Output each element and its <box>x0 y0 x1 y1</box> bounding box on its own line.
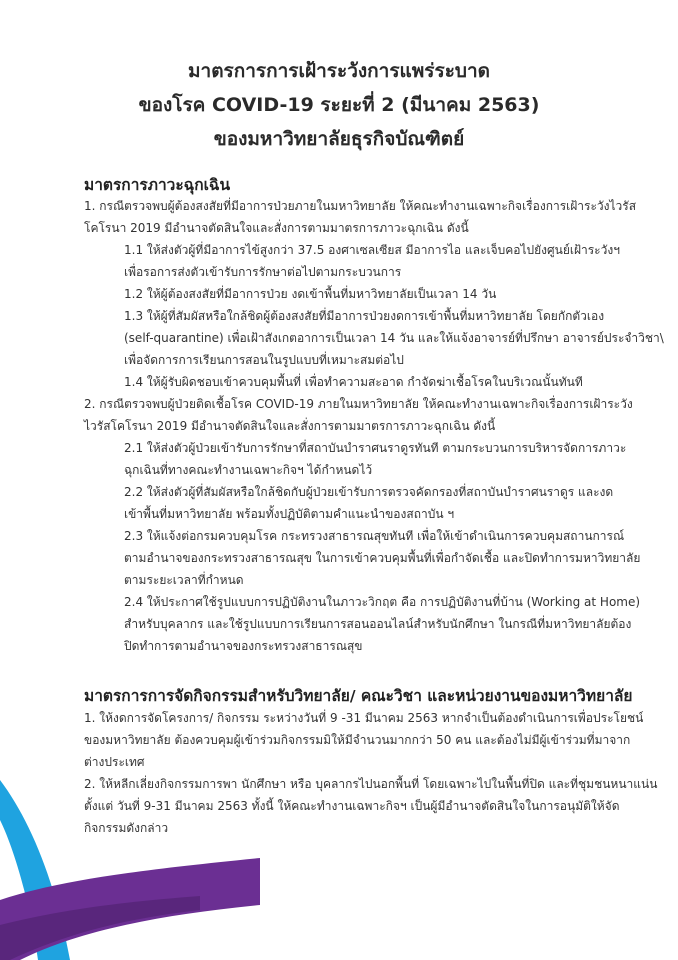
paragraph-line: ตามอำนาจของกระทรวงสาธารณสุข ในการเข้าควบคุมพื้นที่เพื่อกำจัดเชื้อ และปิดทำการมหาวิทยาลัย <box>124 551 641 565</box>
paragraph-line: เพื่อจัดการการเรียนการสอนในรูปแบบที่เหมาะสมต่อไป <box>124 353 404 367</box>
paragraph-line: ปิดทำการตามอำนาจของกระทรวงสาธารณสุข <box>124 639 363 653</box>
paragraph-line: 1. กรณีตรวจพบผู้ต้องสงสัยที่มีอาการป่วยภายในมหาวิทยาลัย ให้คณะทำงานเฉพาะกิจเรื่องการเฝ้าระวังไวรัส <box>84 199 637 213</box>
paragraph-line: 1.2 ให้ผู้ต้องสงสัยที่มีอาการป่วย งดเข้าพื้นที่มหาวิทยาลัยเป็นเวลา 14 วัน <box>124 287 497 301</box>
paragraph-line: ต่างประเทศ <box>84 755 145 769</box>
paragraph-line: ตั้งแต่ วันที่ 9-31 มีนาคม 2563 ทั้งนี้ ให้คณะทำงานเฉพาะกิจฯ เป็นผู้มีอำนาจตัดสินใจในการอนุมัติให้จัด <box>84 799 620 813</box>
paragraph-line: เพื่อรอการส่งตัวเข้ารับการรักษาต่อไปตามกระบวนการ <box>124 265 402 279</box>
title-line-1: มาตรการการเฝ้าระวังการแพร่ระบาด <box>188 60 490 82</box>
paragraph-line: 2.1 ให้ส่งตัวผู้ป่วยเข้ารับการรักษาที่สถาบันบำราศนราดูรทันที ตามกระบวนการบริหารจัดการภาวะ <box>124 441 627 455</box>
section-heading-activities: มาตรการการจัดกิจกรรมสำหรับวิทยาลัย/ คณะวิชา และหน่วยงานของมหาวิทยาลัย <box>84 687 633 705</box>
paragraph-line: กิจกรรมดังกล่าว <box>84 821 169 835</box>
paragraph-line: 2.4 ให้ประกาศใช้รูปแบบการปฏิบัติงานในภาวะวิกฤต คือ การปฏิบัติงานที่บ้าน (Working at Home) <box>124 595 641 609</box>
paragraph-line: ฉุกเฉินที่ทางคณะทำงานเฉพาะกิจฯ ได้กำหนดไว้ <box>124 463 373 477</box>
paragraph-line: 2. ให้หลีกเลี่ยงกิจกรรมการพา นักศึกษา หรือ บุคลากรไปนอกพื้นที่ โดยเฉพาะไปในพื้นที่ปิด และที่ชุมชนหนาแน่น <box>84 777 658 791</box>
paragraph-line: 1.4 ให้ผู้รับผิดชอบเข้าควบคุมพื้นที่ เพื่อทำความสะอาด กำจัดฆ่าเชื้อโรคในบริเวณนั้นทันที <box>124 375 583 389</box>
paragraph-line: 2.2 ให้ส่งตัวผู้ที่สัมผัสหรือใกล้ชิดกับผู้ป่วยเข้ารับการตรวจคัดกรองที่สถาบันบำราศนราดูร และงด <box>124 485 614 499</box>
paragraph-line: ตามระยะเวลาที่กำหนด <box>124 573 244 587</box>
paragraph-line: ของมหาวิทยาลัย ต้องควบคุมผู้เข้าร่วมกิจกรรมมิให้มีจำนวนมากกว่า 50 คน และต้องไม่มีผู้เข้าร่วมที่มาจาก <box>84 733 631 747</box>
section-heading-emergency: มาตรการภาวะฉุกเฉิน <box>84 176 231 194</box>
paragraph-line: โคโรนา 2019 มีอำนาจตัดสินใจและสั่งการตามมาตรการภาวะฉุกเฉิน ดังนี้ <box>84 221 469 235</box>
paragraph-line: 1. ให้งดการจัดโครงการ/ กิจกรรม ระหว่างวันที่ 9 -31 มีนาคม 2563 หากจำเป็นต้องดำเนินการเพื่อประโยชน์ <box>84 711 644 725</box>
paragraph-line: สำหรับบุคลากร และใช้รูปแบบการเรียนการสอนออนไลน์สำหรับนักศึกษา ในกรณีที่มหาวิทยาลัยต้อง <box>124 617 632 631</box>
paragraph-line: ไวรัสโคโรนา 2019 มีอำนาจตัดสินใจและสั่งการตามมาตรการภาวะฉุกเฉิน ดังนี้ <box>84 419 496 433</box>
paragraph-line: 1.3 ให้ผู้ที่สัมผัสหรือใกล้ชิดผู้ต้องสงสัยที่มีอาการป่วยงดการเข้าพื้นที่มหาวิทยาลัย โดยกักตัวเอง <box>124 309 605 323</box>
paragraph-line: 1.1 ให้ส่งตัวผู้ที่มีอาการไข้สูงกว่า 37.5 องศาเซลเซียส มีอาการไอ และเจ็บคอไปยังศูนย์เฝ้าระวังฯ <box>124 243 620 257</box>
paragraph-line: 2.3 ให้แจ้งต่อกรมควบคุมโรค กระทรวงสาธารณสุขทันที เพื่อให้เข้าดำเนินการควบคุมสถานการณ์ <box>124 529 625 543</box>
paragraph-line: (self-quarantine) เพื่อเฝ้าสังเกตอาการเป็นเวลา 14 วัน และให้แจ้งอาจารย์ที่ปรึกษา อาจารย์ประจำวิชา\ <box>124 331 664 345</box>
paragraph-line: เข้าพื้นที่มหาวิทยาลัย พร้อมทั้งปฏิบัติตามคำแนะนำของสถาบัน ฯ <box>124 507 455 521</box>
title-line-2: ของโรค COVID-19 ระยะที่ 2 (มีนาคม 2563) <box>138 94 540 116</box>
paragraph-line: 2. กรณีตรวจพบผู้ป่วยติดเชื้อโรค COVID-19 ภายในมหาวิทยาลัย ให้คณะทำงานเฉพาะกิจเรื่องการเฝ้าระวัง <box>84 397 633 411</box>
title-line-3: ของมหาวิทยาลัยธุรกิจบัณฑิตย์ <box>213 128 465 150</box>
